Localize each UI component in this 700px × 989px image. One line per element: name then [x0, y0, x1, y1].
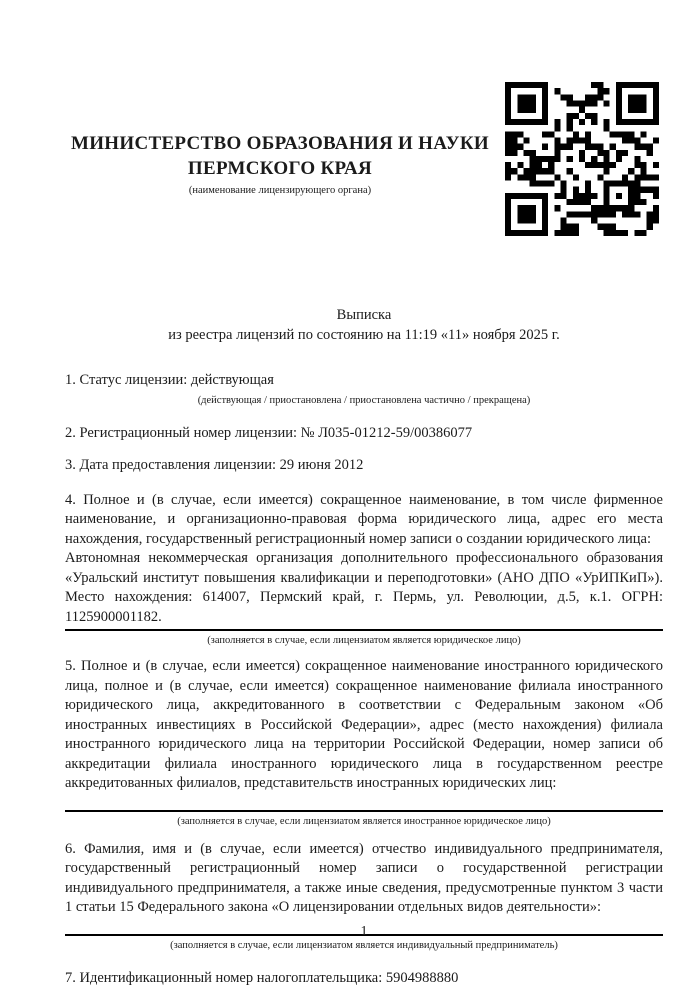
document-title-line1: Выписка: [336, 307, 392, 323]
field-individual-entrepreneur: 6. Фамилия, имя и (в случае, если имеется) отчество индивидуального предпринимателя, государственный регистрационный номер записи о государственной регистрации индивидуального предпринимателя, а также иные сведения, предусмотренные пунктом 3 части 1 статьи 15 Федерального закона «О лицензировании отдельных видов деятельности»:: [65, 840, 663, 915]
page-number: 1: [360, 924, 368, 939]
field-legal-entity-value: Автономная некоммерческая организация дополнительного профессионального образования «Уральский институт повышения квалификации и переподготовки» (АНО ДПО «УрИПКиП»). Место нахождения: 614007, Пермский край, г. Пермь, ул. Революции, д.5, к.1. ОГРН: 1125900001182.: [65, 550, 663, 625]
document-title: [65, 0, 663, 345]
ministry-name-line2: ПЕРМСКОГО КРАЯ: [187, 158, 373, 179]
field-foreign-entity-rule: [65, 810, 663, 812]
document-body: [65, 0, 663, 988]
field-foreign-entity-caption: (заполняется в случае, если лицензиатом является иностранное юридическое лицо): [177, 815, 551, 827]
field-license-status: 1. Статус лицензии: действующая: [65, 372, 274, 388]
field-legal-entity-rule: [65, 629, 663, 631]
field-registration-number: 2. Регистрационный номер лицензии: № Л035-01212-59/00386077: [65, 424, 473, 441]
document-title-line2: из реестра лицензий по состоянию на 11:19 «11» ноября 2025 г.: [168, 326, 560, 343]
field-license-date: 3. Дата предоставления лицензии: 29 июня 2012: [65, 457, 364, 473]
ministry-name-line1: МИНИСТЕРСТВО ОБРАЗОВАНИЯ И НАУКИ: [70, 133, 490, 154]
field-foreign-entity: 5. Полное и (в случае, если имеется) сокращенное наименование иностранного юридического лица, полное и (в случае, если имеется) сокращенное наименование филиала иностранного юридического лица, аккредитованного в соответствии с Федеральным законом «Об иностранных инвестициях в Российской Федерации», адрес (место нахождения) филиала иностранного юридического лица на территории Российской Федерации, номер записи об аккредитации филиала иностранного юридического лица в государственном реестре аккредитованных филиалов, представительств иностранных юридических лиц:: [65, 658, 663, 791]
licensing-authority-caption: (наименование лицензирующего органа): [188, 185, 372, 196]
field-individual-entrepreneur-caption: (заполняется в случае, если лицензиатом является индивидуальный предприниматель): [170, 939, 558, 951]
field-legal-entity-caption: (заполняется в случае, если лицензиатом является юридическое лицо): [207, 635, 521, 646]
field-legal-entity-question: 4. Полное и (в случае, если имеется) сокращенное наименование, в том числе фирменное наименование, и организационно-правовая форма юридического лица, адрес его места нахождения, государственный регистрационный номер записи о создании юридического лица:: [65, 491, 663, 547]
field-legal-entity: [65, 491, 663, 628]
field-license-status-caption: (действующая / приостановлена / приостановлена частично / прекращена): [197, 394, 531, 406]
field-taxpayer-number: 7. Идентификационный номер налогоплательщика: 5904988880: [65, 969, 459, 986]
